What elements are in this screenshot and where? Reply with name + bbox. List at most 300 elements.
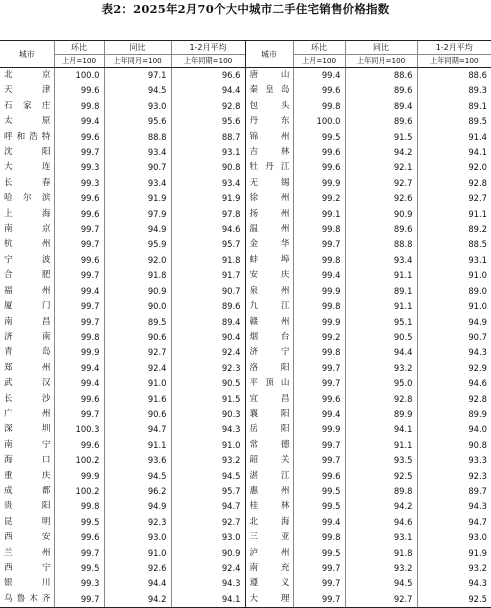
right-avg-cell: 93.3 <box>417 453 491 468</box>
table-row <box>0 160 491 175</box>
table-row <box>0 469 491 484</box>
left-yoy-cell: 94.4 <box>104 576 171 591</box>
right-city-cell: 蚌 埠 <box>249 254 290 265</box>
right-avg-cell: 89.3 <box>417 83 491 98</box>
right-avg-cell: 89.1 <box>417 99 491 114</box>
left-yoy-cell: 94.5 <box>104 83 171 98</box>
left-mom-cell: 99.6 <box>54 530 104 545</box>
left-mom-cell: 100.0 <box>54 68 104 84</box>
right-yoy-cell: 89.1 <box>345 284 417 299</box>
left-yoy-cell: 91.0 <box>104 376 171 391</box>
left-city-cell: 西 安 <box>4 532 51 543</box>
left-mom-cell: 99.7 <box>54 145 104 160</box>
subheader-avg-left: 上年同期=100 <box>171 55 245 68</box>
right-avg-cell: 90.8 <box>417 438 491 453</box>
left-city-cell: 成 都 <box>4 485 51 496</box>
left-city-cell: 长 春 <box>4 177 51 188</box>
left-yoy-cell: 92.6 <box>104 561 171 576</box>
left-mom-cell: 99.5 <box>54 515 104 530</box>
right-avg-cell: 94.3 <box>417 499 491 514</box>
left-avg-cell: 89.4 <box>171 315 245 330</box>
table-row <box>0 422 491 437</box>
left-yoy-cell: 91.8 <box>104 268 171 283</box>
right-mom-cell: 99.6 <box>293 83 345 98</box>
left-avg-cell: 90.7 <box>171 284 245 299</box>
right-yoy-cell: 94.2 <box>345 145 417 160</box>
right-city-cell: 北 海 <box>249 516 290 527</box>
right-mom-cell: 99.9 <box>293 422 345 437</box>
subheader-mom-right: 上月=100 <box>293 55 345 68</box>
right-yoy-cell: 89.6 <box>345 114 417 129</box>
table-row <box>0 361 491 376</box>
left-yoy-cell: 92.0 <box>104 253 171 268</box>
left-yoy-cell: 93.0 <box>104 530 171 545</box>
right-avg-cell: 93.0 <box>417 530 491 545</box>
right-avg-cell: 94.3 <box>417 576 491 591</box>
left-mom-cell: 99.3 <box>54 160 104 175</box>
left-city-cell: 大 连 <box>4 162 51 173</box>
left-yoy-cell: 96.2 <box>104 484 171 499</box>
left-yoy-cell: 89.5 <box>104 315 171 330</box>
right-city-cell: 牡丹江 <box>249 162 290 173</box>
table-row <box>0 546 491 561</box>
left-city-cell: 重 庆 <box>4 470 51 481</box>
right-yoy-cell: 91.5 <box>345 130 417 145</box>
table-row <box>0 145 491 160</box>
left-city-cell: 沈 阳 <box>4 147 51 158</box>
right-yoy-cell: 92.7 <box>345 592 417 608</box>
right-avg-cell: 89.2 <box>417 222 491 237</box>
right-city-cell: 包 头 <box>249 100 290 111</box>
right-mom-cell: 99.7 <box>293 592 345 608</box>
table-row <box>0 330 491 345</box>
right-avg-cell: 91.9 <box>417 546 491 561</box>
right-avg-cell: 94.0 <box>417 422 491 437</box>
right-yoy-cell: 91.1 <box>345 268 417 283</box>
left-mom-cell: 99.7 <box>54 407 104 422</box>
right-city-cell: 泸 州 <box>249 547 290 558</box>
left-yoy-cell: 92.7 <box>104 345 171 360</box>
right-avg-cell: 89.5 <box>417 114 491 129</box>
right-city-cell: 泉 州 <box>249 285 290 296</box>
table-row <box>0 284 491 299</box>
left-city-cell: 福 州 <box>4 285 51 296</box>
right-city-cell: 扬 州 <box>249 208 290 219</box>
left-avg-cell: 94.3 <box>171 576 245 591</box>
right-city-cell: 湛 江 <box>249 470 290 481</box>
right-yoy-cell: 93.5 <box>345 453 417 468</box>
right-yoy-cell: 92.7 <box>345 176 417 191</box>
right-yoy-cell: 91.1 <box>345 299 417 314</box>
right-mom-cell: 99.5 <box>293 499 345 514</box>
right-mom-cell: 99.7 <box>293 453 345 468</box>
left-mom-cell: 99.4 <box>54 376 104 391</box>
table-row <box>0 515 491 530</box>
right-city-cell: 无 锡 <box>249 177 290 188</box>
left-avg-cell: 88.7 <box>171 130 245 145</box>
left-yoy-cell: 93.0 <box>104 99 171 114</box>
left-avg-cell: 91.9 <box>171 191 245 206</box>
left-city-cell: 厦 门 <box>4 301 51 312</box>
left-yoy-cell: 91.1 <box>104 438 171 453</box>
right-mom-cell: 99.6 <box>293 160 345 175</box>
right-city-cell: 惠 州 <box>249 485 290 496</box>
table-row <box>0 499 491 514</box>
right-mom-cell: 99.8 <box>293 530 345 545</box>
left-city-cell: 天 津 <box>4 85 51 96</box>
left-yoy-cell: 90.6 <box>104 407 171 422</box>
table-row <box>0 114 491 129</box>
left-city-cell: 西 宁 <box>4 563 51 573</box>
right-mom-cell: 99.7 <box>293 361 345 376</box>
right-mom-cell: 100.0 <box>293 114 345 129</box>
table-row <box>0 253 491 268</box>
left-city-cell: 北 京 <box>4 70 51 80</box>
subheader-avg-right: 上年同期=100 <box>417 55 491 68</box>
right-city-cell: 安 庆 <box>249 270 290 281</box>
left-avg-cell: 97.8 <box>171 207 245 222</box>
left-mom-cell: 99.6 <box>54 83 104 98</box>
right-avg-cell: 91.4 <box>417 130 491 145</box>
right-yoy-cell: 94.6 <box>345 515 417 530</box>
subheader-mom-left: 上月=100 <box>54 55 104 68</box>
table-row <box>0 345 491 360</box>
table-body <box>0 68 491 608</box>
left-yoy-cell: 93.4 <box>104 176 171 191</box>
left-mom-cell: 99.7 <box>54 299 104 314</box>
right-mom-cell: 99.8 <box>293 299 345 314</box>
right-yoy-cell: 89.8 <box>345 484 417 499</box>
subheader-yoy-right: 上年同月=100 <box>345 55 417 68</box>
left-avg-cell: 94.7 <box>171 499 245 514</box>
right-mom-cell: 99.6 <box>293 392 345 407</box>
left-yoy-cell: 97.1 <box>104 68 171 84</box>
right-mom-cell: 99.9 <box>293 315 345 330</box>
header-mom-right: 环比 <box>293 41 345 55</box>
header-city-right: 城市 <box>245 41 293 68</box>
left-city-cell: 杭 州 <box>4 239 51 250</box>
left-city-cell: 兰 州 <box>4 547 51 558</box>
table-row <box>0 392 491 407</box>
left-yoy-cell: 94.9 <box>104 222 171 237</box>
header-city-left: 城市 <box>0 41 54 68</box>
right-city-cell: 济 宁 <box>249 347 290 358</box>
right-avg-cell: 93.1 <box>417 253 491 268</box>
right-mom-cell: 99.7 <box>293 376 345 391</box>
left-mom-cell: 100.2 <box>54 453 104 468</box>
right-avg-cell: 94.1 <box>417 145 491 160</box>
right-mom-cell: 99.7 <box>293 438 345 453</box>
right-avg-cell: 94.7 <box>417 515 491 530</box>
right-mom-cell: 99.2 <box>293 330 345 345</box>
price-index-table <box>0 40 491 608</box>
left-avg-cell: 95.7 <box>171 484 245 499</box>
right-yoy-cell: 89.4 <box>345 99 417 114</box>
right-city-cell: 韶 关 <box>249 455 290 466</box>
left-yoy-cell: 90.9 <box>104 284 171 299</box>
right-yoy-cell: 93.4 <box>345 253 417 268</box>
right-mom-cell: 99.8 <box>293 253 345 268</box>
right-avg-cell: 92.7 <box>417 191 491 206</box>
left-city-cell: 武 汉 <box>4 378 51 389</box>
left-mom-cell: 99.6 <box>54 392 104 407</box>
left-avg-cell: 96.6 <box>171 68 245 84</box>
left-city-cell: 呼和浩特 <box>4 131 51 142</box>
left-mom-cell: 99.6 <box>54 130 104 145</box>
table-row <box>0 407 491 422</box>
right-city-cell: 桂 林 <box>249 501 290 512</box>
left-mom-cell: 99.4 <box>54 284 104 299</box>
left-city-cell: 海 口 <box>4 455 51 466</box>
left-mom-cell: 99.4 <box>54 361 104 376</box>
right-city-cell: 烟 台 <box>249 331 290 342</box>
header-yoy-right: 同比 <box>345 41 417 55</box>
right-city-cell: 常 德 <box>249 439 290 450</box>
right-avg-cell: 90.7 <box>417 330 491 345</box>
left-avg-cell: 95.7 <box>171 237 245 252</box>
left-yoy-cell: 92.3 <box>104 515 171 530</box>
right-yoy-cell: 92.6 <box>345 191 417 206</box>
table-row <box>0 68 491 84</box>
left-city-cell: 昆 明 <box>4 516 51 527</box>
table-row <box>0 268 491 283</box>
right-yoy-cell: 92.5 <box>345 469 417 484</box>
right-avg-cell: 91.0 <box>417 299 491 314</box>
right-mom-cell: 99.4 <box>293 407 345 422</box>
right-yoy-cell: 89.6 <box>345 222 417 237</box>
left-avg-cell: 90.9 <box>171 546 245 561</box>
left-city-cell: 宁 波 <box>4 254 51 265</box>
left-yoy-cell: 93.6 <box>104 453 171 468</box>
left-mom-cell: 99.6 <box>54 438 104 453</box>
table-row <box>0 237 491 252</box>
right-avg-cell: 89.0 <box>417 284 491 299</box>
left-city-cell: 长 沙 <box>4 393 51 404</box>
table-row <box>0 592 491 608</box>
right-avg-cell: 88.5 <box>417 237 491 252</box>
left-mom-cell: 99.8 <box>54 499 104 514</box>
left-city-cell: 乌鲁木齐 <box>0 592 54 608</box>
right-mom-cell: 99.9 <box>293 284 345 299</box>
right-city-cell: 三 亚 <box>249 532 290 543</box>
right-yoy-cell: 92.1 <box>345 160 417 175</box>
left-avg-cell: 92.7 <box>171 515 245 530</box>
left-mom-cell: 99.9 <box>54 469 104 484</box>
left-city-cell: 上 海 <box>4 208 51 219</box>
right-avg-cell: 94.9 <box>417 315 491 330</box>
right-city-cell: 洛 阳 <box>249 362 290 373</box>
left-avg-cell: 92.4 <box>171 345 245 360</box>
right-yoy-cell: 90.5 <box>345 330 417 345</box>
header-mom-left: 环比 <box>54 41 104 55</box>
right-mom-cell: 99.5 <box>293 130 345 145</box>
right-avg-cell: 89.9 <box>417 407 491 422</box>
left-avg-cell: 93.0 <box>171 530 245 545</box>
left-mom-cell: 100.3 <box>54 422 104 437</box>
left-avg-cell: 93.2 <box>171 453 245 468</box>
left-avg-cell: 93.1 <box>171 145 245 160</box>
right-yoy-cell: 93.2 <box>345 561 417 576</box>
header-row <box>0 41 491 55</box>
left-yoy-cell: 94.2 <box>104 592 171 608</box>
left-mom-cell: 99.9 <box>54 345 104 360</box>
right-avg-cell: 93.2 <box>417 561 491 576</box>
right-city-cell: 丹 东 <box>249 116 290 127</box>
right-yoy-cell: 91.1 <box>345 438 417 453</box>
left-city-cell: 银 川 <box>4 578 51 589</box>
right-city-cell: 襄 阳 <box>249 408 290 419</box>
left-mom-cell: 99.7 <box>54 237 104 252</box>
left-mom-cell: 99.3 <box>54 176 104 191</box>
left-yoy-cell: 90.6 <box>104 330 171 345</box>
left-mom-cell: 99.7 <box>54 592 104 608</box>
left-avg-cell: 94.3 <box>171 422 245 437</box>
right-avg-cell: 92.8 <box>417 176 491 191</box>
left-mom-cell: 99.4 <box>54 114 104 129</box>
right-yoy-cell: 88.8 <box>345 237 417 252</box>
table-row <box>0 222 491 237</box>
left-yoy-cell: 90.7 <box>104 160 171 175</box>
right-avg-cell: 94.3 <box>417 345 491 360</box>
right-yoy-cell: 95.0 <box>345 376 417 391</box>
left-city-cell: 青 岛 <box>4 347 51 358</box>
left-yoy-cell: 88.8 <box>104 130 171 145</box>
table-row <box>0 376 491 391</box>
left-city-cell: 哈尔滨 <box>4 193 51 204</box>
left-mom-cell: 99.8 <box>54 330 104 345</box>
table-title: 表2：2025年2月70个大中城市二手住宅销售价格指数 <box>101 2 390 16</box>
right-city-cell: 金 华 <box>249 239 290 250</box>
right-avg-cell: 89.7 <box>417 484 491 499</box>
table-row <box>0 130 491 145</box>
right-mom-cell: 99.9 <box>293 176 345 191</box>
left-mom-cell: 99.7 <box>54 222 104 237</box>
right-yoy-cell: 90.9 <box>345 207 417 222</box>
left-yoy-cell: 94.5 <box>104 469 171 484</box>
left-avg-cell: 94.6 <box>171 222 245 237</box>
right-avg-cell: 88.6 <box>417 68 491 84</box>
right-city-cell: 宜 昌 <box>249 393 290 404</box>
right-yoy-cell: 94.5 <box>345 576 417 591</box>
right-city-cell: 吉 林 <box>249 147 290 158</box>
right-mom-cell: 99.5 <box>293 546 345 561</box>
left-avg-cell: 94.1 <box>171 592 245 608</box>
right-mom-cell: 99.6 <box>293 145 345 160</box>
right-city-cell: 岳 阳 <box>249 424 290 435</box>
right-yoy-cell: 89.9 <box>345 407 417 422</box>
right-mom-cell: 99.5 <box>293 484 345 499</box>
right-yoy-cell: 95.1 <box>345 315 417 330</box>
left-avg-cell: 94.5 <box>171 469 245 484</box>
left-avg-cell: 92.4 <box>171 561 245 576</box>
right-city-cell: 徐 州 <box>249 193 290 204</box>
table-row <box>0 530 491 545</box>
left-yoy-cell: 91.9 <box>104 191 171 206</box>
left-avg-cell: 91.0 <box>171 438 245 453</box>
left-avg-cell: 90.3 <box>171 407 245 422</box>
right-avg-cell: 91.1 <box>417 207 491 222</box>
left-mom-cell: 99.7 <box>54 315 104 330</box>
left-mom-cell: 99.6 <box>54 207 104 222</box>
left-city-cell: 深 圳 <box>4 424 51 435</box>
left-city-cell: 南 宁 <box>4 439 51 450</box>
right-city-cell: 大 理 <box>245 592 293 608</box>
left-mom-cell: 99.8 <box>54 99 104 114</box>
left-yoy-cell: 97.9 <box>104 207 171 222</box>
left-mom-cell: 99.6 <box>54 191 104 206</box>
left-avg-cell: 94.4 <box>171 83 245 98</box>
table-row <box>0 299 491 314</box>
left-yoy-cell: 94.9 <box>104 499 171 514</box>
table-row <box>0 453 491 468</box>
right-yoy-cell: 92.8 <box>345 392 417 407</box>
left-city-cell: 南 昌 <box>4 316 51 327</box>
table-row <box>0 191 491 206</box>
left-avg-cell: 90.4 <box>171 330 245 345</box>
right-city-cell: 遵 义 <box>249 578 290 589</box>
table-row <box>0 576 491 591</box>
right-yoy-cell: 88.6 <box>345 68 417 84</box>
right-city-cell: 平顶山 <box>249 378 290 389</box>
right-yoy-cell: 94.2 <box>345 499 417 514</box>
left-yoy-cell: 95.6 <box>104 114 171 129</box>
table-row <box>0 176 491 191</box>
table-row <box>0 484 491 499</box>
left-city-cell: 济 南 <box>4 331 51 342</box>
left-avg-cell: 92.3 <box>171 361 245 376</box>
left-avg-cell: 93.4 <box>171 176 245 191</box>
right-mom-cell: 99.6 <box>293 469 345 484</box>
right-mom-cell: 99.4 <box>293 268 345 283</box>
left-yoy-cell: 90.0 <box>104 299 171 314</box>
left-yoy-cell: 91.0 <box>104 546 171 561</box>
table-row <box>0 561 491 576</box>
right-mom-cell: 99.4 <box>293 68 345 84</box>
left-city-cell: 石家庄 <box>4 100 51 111</box>
left-yoy-cell: 92.4 <box>104 361 171 376</box>
subheader-yoy-left: 上年同月=100 <box>104 55 171 68</box>
left-mom-cell: 99.6 <box>54 253 104 268</box>
left-avg-cell: 91.8 <box>171 253 245 268</box>
right-city-cell: 锦 州 <box>249 131 290 142</box>
left-mom-cell: 99.7 <box>54 268 104 283</box>
right-city-cell: 九 江 <box>249 301 290 312</box>
table-row <box>0 207 491 222</box>
header-avg-left: 1-2月平均 <box>171 41 245 55</box>
left-city-cell: 合 肥 <box>4 270 51 281</box>
left-city-cell: 南 京 <box>4 224 51 235</box>
right-mom-cell: 99.8 <box>293 345 345 360</box>
right-mom-cell: 99.1 <box>293 207 345 222</box>
left-mom-cell: 100.2 <box>54 484 104 499</box>
left-mom-cell: 99.7 <box>54 546 104 561</box>
right-avg-cell: 92.9 <box>417 361 491 376</box>
left-city-cell: 郑 州 <box>4 362 51 373</box>
left-avg-cell: 89.6 <box>171 299 245 314</box>
left-yoy-cell: 93.4 <box>104 145 171 160</box>
left-avg-cell: 91.5 <box>171 392 245 407</box>
right-city-cell: 南 充 <box>249 563 290 573</box>
right-avg-cell: 91.0 <box>417 268 491 283</box>
header-yoy-left: 同比 <box>104 41 171 55</box>
right-city-cell: 赣 州 <box>249 316 290 327</box>
right-avg-cell: 94.6 <box>417 376 491 391</box>
table-row <box>0 438 491 453</box>
right-avg-cell: 92.3 <box>417 469 491 484</box>
right-yoy-cell: 94.4 <box>345 345 417 360</box>
right-mom-cell: 99.4 <box>293 515 345 530</box>
right-mom-cell: 99.8 <box>293 99 345 114</box>
